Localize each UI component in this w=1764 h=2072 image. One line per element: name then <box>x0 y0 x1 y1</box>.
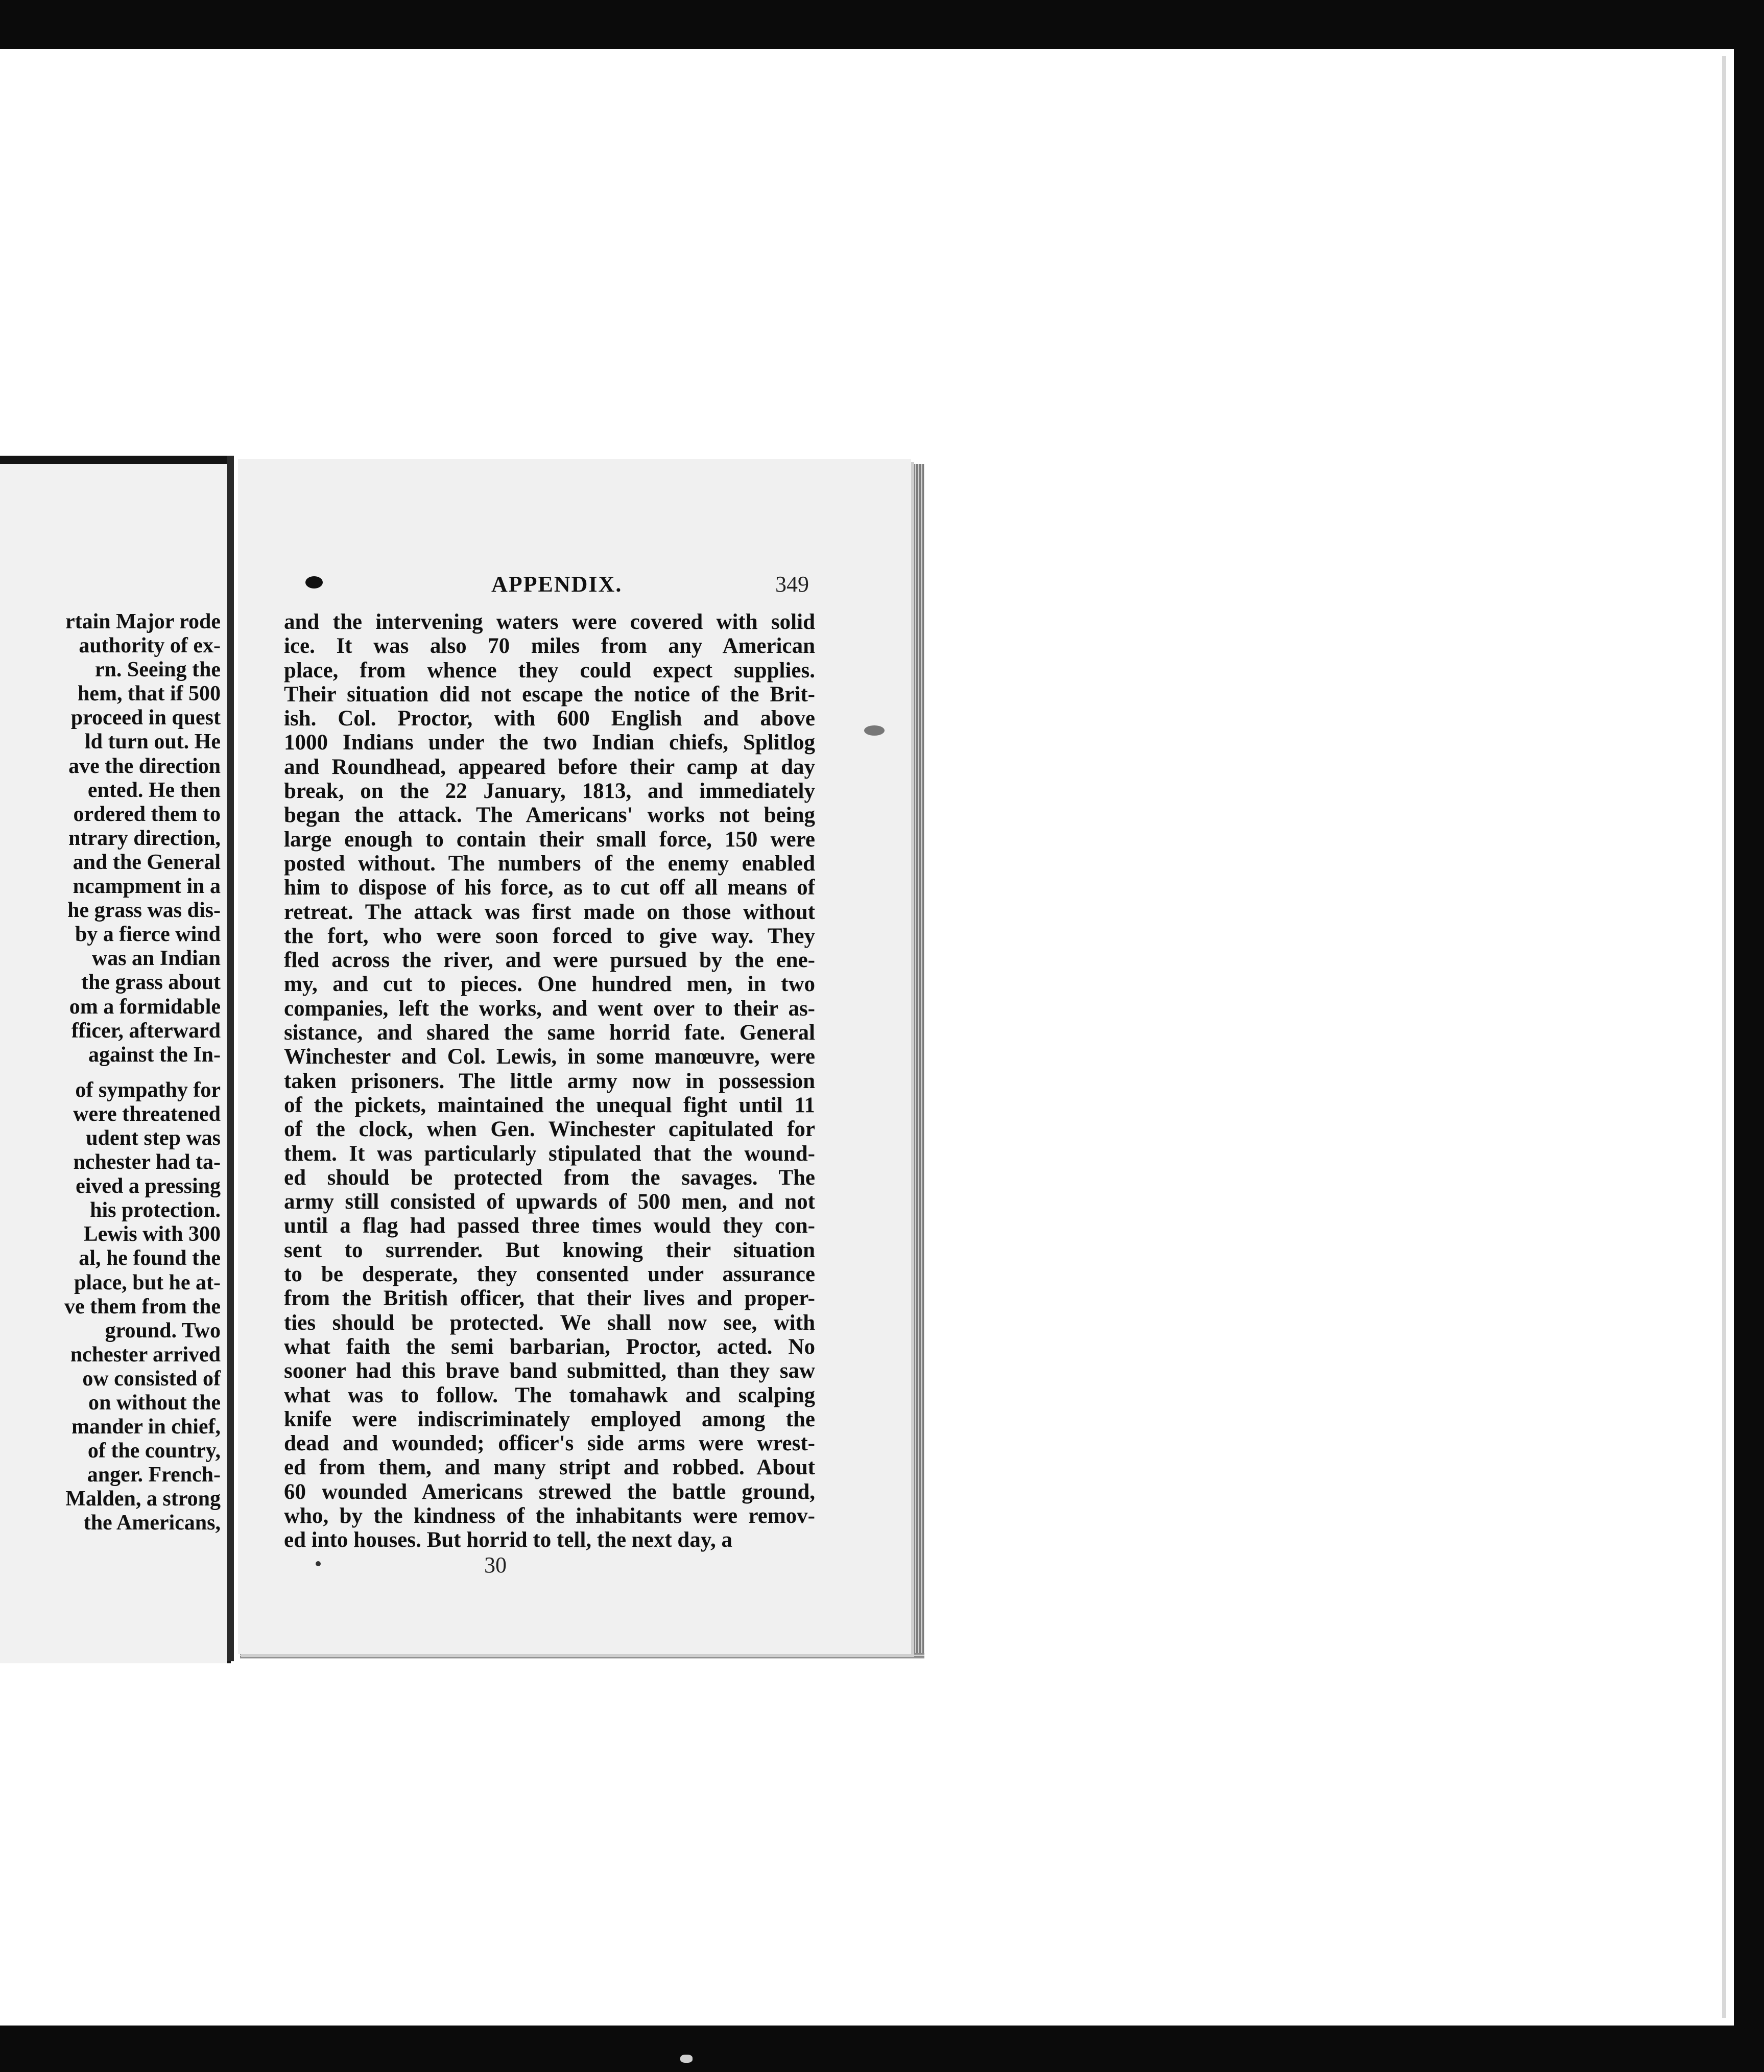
scan-frame-bottom <box>0 2026 1764 2072</box>
text-line: ented. He then <box>87 778 221 802</box>
text-line: ntrary direction, <box>68 826 221 850</box>
scan-frame-top <box>0 0 1764 49</box>
text-line: the grass about <box>81 971 221 995</box>
text-line: the fort, who were soon forced to give way. They <box>284 924 815 948</box>
text-line: them. It was particularly stipulated that the wound- <box>284 1141 815 1166</box>
text-line: om a formidable <box>69 995 221 1019</box>
text-line: retreat. The attack was first made on those without <box>284 900 815 924</box>
text-line: ed should be protected from the savages. The <box>284 1165 815 1190</box>
text-line: nchester arrived <box>70 1343 221 1367</box>
body-text <box>284 610 815 1552</box>
text-line: what faith the semi barbarian, Proctor, acted. No <box>284 1334 815 1359</box>
text-line: army still consisted of upwards of 500 men, and not <box>284 1190 815 1214</box>
text-line: of the clock, when Gen. Winchester capitulated for <box>284 1117 815 1142</box>
text-line: taken prisoners. The little army now in possession <box>284 1069 815 1093</box>
text-line: ncampment in a <box>73 875 221 899</box>
text-line: udent step was <box>86 1126 221 1150</box>
text-line: the Americans, <box>83 1511 221 1535</box>
text-line: posted without. The numbers of the enemy enabled <box>284 851 815 876</box>
running-head <box>238 571 911 602</box>
text-line: eived a pressing <box>76 1174 221 1198</box>
text-line: ld turn out. He <box>84 730 221 754</box>
text-line: and the intervening waters were covered with solid <box>284 610 815 634</box>
text-line: place, but he at- <box>74 1270 221 1294</box>
text-line: and Roundhead, appeared before their camp at day <box>284 755 815 779</box>
text-line: to be desperate, they consented under assurance <box>284 1262 815 1287</box>
running-head-title: APPENDIX. <box>491 572 623 597</box>
text-line: from the British officer, that their lives and proper- <box>284 1286 815 1311</box>
text-line: rn. Seeing the <box>94 658 221 682</box>
text-line: 1000 Indians under the two Indian chiefs, Splitlog <box>284 731 815 755</box>
text-line: sent to surrender. But knowing their situation <box>284 1238 815 1262</box>
text-line: what was to follow. The tomahawk and scalping <box>284 1383 815 1407</box>
text-line: Their situation did not escape the notice of the Brit- <box>284 682 815 707</box>
text-line: ve them from the <box>64 1294 221 1318</box>
text-line: ties should be protected. We shall now see, with <box>284 1310 815 1335</box>
signature-mark: 30 <box>484 1552 507 1577</box>
text-line: ed into houses. But horrid to tell, the next day, a <box>284 1528 732 1552</box>
text-line: him to dispose of his force, as to cut off all means of <box>284 876 815 900</box>
text-line: his protection. <box>90 1198 221 1222</box>
text-line: ow consisted of <box>82 1367 221 1391</box>
left-facing-page <box>0 456 231 1663</box>
text-line: were threatened <box>73 1102 221 1126</box>
text-line: rtain Major rode <box>65 610 221 633</box>
text-line: of the pickets, maintained the unequal fight until 11 <box>284 1093 815 1117</box>
text-line: he grass was dis- <box>67 899 221 923</box>
text-line: Lewis with 300 <box>83 1222 221 1246</box>
text-line: companies, left the works, and went over to their as- <box>284 996 815 1021</box>
text-line: who, by the kindness of the inhabitants were remov- <box>284 1503 815 1528</box>
text-line: 60 wounded Americans strewed the battle ground, <box>284 1479 815 1504</box>
text-line: al, he found the <box>79 1246 221 1270</box>
text-line: until a flag had passed three times would they con- <box>284 1214 815 1238</box>
text-line: nchester had ta- <box>73 1150 221 1174</box>
text-line: proceed in quest <box>70 706 221 730</box>
text-line: on without the <box>88 1391 221 1415</box>
text-line: hem, that if 500 <box>78 682 221 706</box>
sheet-edge-shadow <box>1722 56 1726 2018</box>
text-line: place, from whence they could expect supplies. <box>284 658 815 682</box>
text-line: fficer, afterward <box>71 1019 221 1043</box>
text-line: authority of ex- <box>79 634 221 658</box>
text-line: knife were indiscriminately employed among the <box>284 1407 815 1431</box>
text-line: ish. Col. Proctor, with 600 English and above <box>284 707 815 731</box>
text-line: mander in chief, <box>71 1415 221 1439</box>
text-line: began the attack. The Americans' works not being <box>284 803 815 828</box>
text-line: Malden, a strong <box>65 1487 221 1511</box>
scan-frame-right <box>1734 0 1764 2072</box>
text-line: ed from them, and many stript and robbed. About <box>284 1455 815 1480</box>
text-line: was an Indian <box>91 947 221 971</box>
ink-blot-icon <box>305 576 323 588</box>
text-line: ave the direction <box>68 754 221 778</box>
page-number: 349 <box>775 572 809 597</box>
text-line: large enough to contain their small force, 150 were <box>284 827 815 852</box>
book-gutter <box>227 456 234 1661</box>
text-line: of the country, <box>87 1439 221 1463</box>
text-line: ordered them to <box>73 802 221 826</box>
ink-speck-icon <box>680 2055 693 2063</box>
text-line: ground. Two <box>105 1318 221 1343</box>
text-line: of sympathy for <box>75 1078 221 1102</box>
text-line: sistance, and shared the same horrid fate. General <box>284 1021 815 1045</box>
text-line: dead and wounded; officer's side arms were wrest- <box>284 1431 815 1456</box>
text-line: by a fierce wind <box>75 923 221 947</box>
text-line: Winchester and Col. Lewis, in some manœuvre, were <box>284 1045 815 1069</box>
text-line: my, and cut to pieces. One hundred men, in two <box>284 972 815 997</box>
text-line: against the In- <box>88 1043 221 1067</box>
text-line: sooner had this brave band submitted, than they saw <box>284 1359 815 1383</box>
left-page-text <box>1 610 221 1536</box>
text-line: ice. It was also 70 miles from any American <box>284 634 815 658</box>
text-line: break, on the 22 January, 1813, and immediately <box>284 779 815 804</box>
page-fore-edge <box>910 464 924 1659</box>
text-line: fled across the river, and were pursued by the ene- <box>284 948 815 973</box>
right-page <box>238 459 911 1654</box>
ink-speck-icon <box>864 725 885 736</box>
text-line: anger. French- <box>87 1463 221 1487</box>
ink-speck-icon <box>316 1561 321 1566</box>
text-line: and the General <box>73 850 221 874</box>
